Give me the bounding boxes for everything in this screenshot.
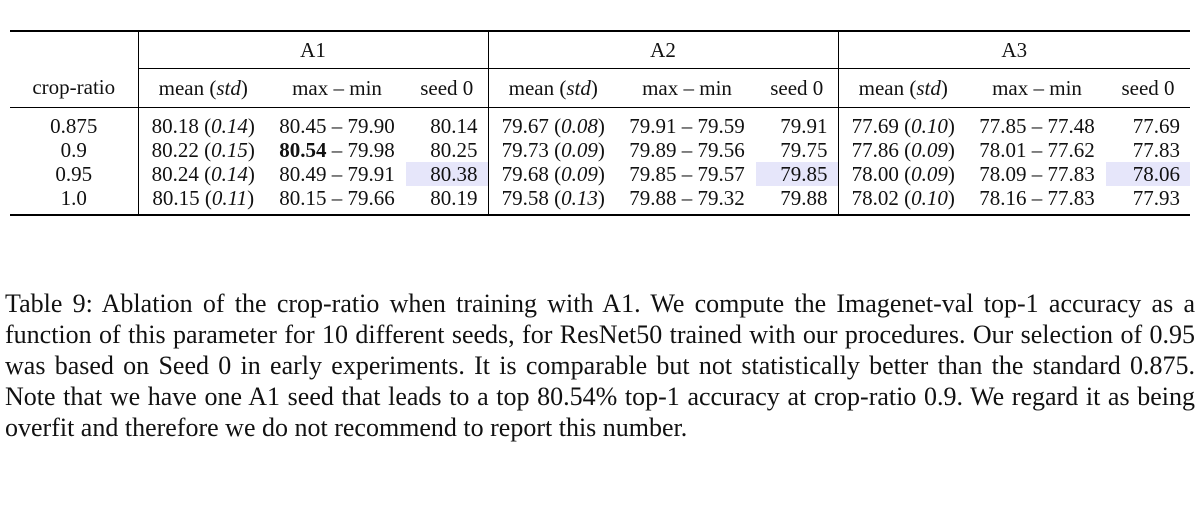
max-min-cell: 80.15 – 79.66	[268, 186, 406, 215]
min-value: 79.91	[347, 162, 395, 186]
std-value: 0.09	[911, 162, 948, 186]
mean-value: 80.22	[151, 138, 199, 162]
max-value: 78.09	[979, 162, 1027, 186]
min-value: 79.57	[697, 162, 745, 186]
std-value: 0.13	[561, 186, 598, 210]
max-value: 78.16	[979, 186, 1027, 210]
mean-value: 80.18	[151, 114, 199, 138]
seed0-cell: 80.38	[406, 162, 488, 186]
col-header-std-label: std	[216, 75, 241, 100]
col-header-seed0: seed 0	[756, 69, 838, 108]
col-header-mean-std: mean (std)	[488, 69, 618, 108]
col-header-mean-label: mean	[158, 75, 205, 100]
table-caption: Table 9: Ablation of the crop-ratio when training with A1. We compute the Imagenet-val top-1 accuracy as a function of this parameter for 10 different seeds, for ResNet50 trained with our procedures. Our selection of 0.95 was based on Seed 0 in early experiments. It is comparable but not statistically better than the standard 0.875. Note that we have one A1 seed that leads to a top 80.54% top-1 accuracy at crop-ratio 0.9. We regard it as being overfit and therefore we do not recommend to report this number.	[5, 289, 1195, 442]
max-value: 79.88	[629, 186, 677, 210]
max-min-cell: 78.09 – 77.83	[979, 162, 1095, 186]
seed0-cell: 77.93	[1106, 186, 1190, 215]
group-header-a1: A1	[138, 31, 488, 69]
mean-std-cell: 79.58 (0.13)	[488, 186, 618, 215]
std-value: 0.10	[911, 114, 948, 138]
crop-ratio-cell: 0.9	[10, 138, 138, 162]
col-header-seed0: seed 0	[406, 69, 488, 108]
mean-value: 80.15	[152, 186, 200, 210]
mean-value: 79.58	[501, 186, 549, 210]
seed0-cell: 78.06	[1106, 162, 1190, 186]
group-header-a3: A3	[838, 31, 1190, 69]
mean-value: 79.67	[501, 114, 549, 138]
seed0-cell: 80.14	[406, 108, 488, 139]
mean-std-cell: 78.02 (0.10)	[838, 186, 968, 215]
max-min-cell: 80.45 – 79.90	[279, 114, 395, 138]
min-value: 79.59	[697, 114, 745, 138]
seed0-cell: 80.25	[406, 138, 488, 162]
std-value: 0.09	[561, 138, 598, 162]
table-row	[10, 108, 1190, 139]
max-min-cell: 77.85 – 77.48	[979, 114, 1095, 138]
mean-std-cell: 80.24 (0.14)	[151, 162, 255, 186]
col-header-seed0: seed 0	[1106, 69, 1190, 108]
mean-std-cell: 80.15 (0.11)	[138, 186, 268, 215]
col-header-max-min: max – min	[618, 69, 756, 108]
max-min-cell: 79.89 – 79.56	[629, 138, 745, 162]
min-value: 79.90	[347, 114, 395, 138]
crop-ratio-cell: 0.875	[10, 108, 138, 139]
crop-ratio-cell: 1.0	[10, 186, 138, 215]
crop-ratio-ablation-table	[10, 30, 1190, 216]
max-value: 78.01	[979, 138, 1027, 162]
max-min-cell: 80.49 – 79.91	[279, 162, 395, 186]
mean-value: 79.68	[501, 162, 549, 186]
seed0-cell: 79.75	[756, 138, 838, 162]
max-value: 79.89	[629, 138, 677, 162]
max-min-cell: 78.16 – 77.83	[968, 186, 1106, 215]
seed0-cell: 79.85	[756, 162, 838, 186]
mean-std-cell: 77.69 (0.10)	[851, 114, 955, 138]
min-value: 79.98	[347, 138, 395, 162]
mean-std-cell: 80.18 (0.14)	[151, 114, 255, 138]
col-header-max-min: max – min	[268, 69, 406, 108]
mean-std-cell: 79.67 (0.08)	[501, 114, 605, 138]
max-min-cell: 79.91 – 79.59	[629, 114, 745, 138]
max-value: 80.15	[279, 186, 327, 210]
col-header-mean-label: mean	[508, 75, 555, 100]
min-value: 79.56	[697, 138, 745, 162]
col-header-std-label: std	[916, 75, 941, 100]
col-header-max-min: max – min	[968, 69, 1106, 108]
crop-ratio-cell: 0.95	[10, 162, 138, 186]
max-value: 79.91	[629, 114, 677, 138]
min-value: 79.66	[347, 186, 395, 210]
std-value: 0.14	[211, 162, 248, 186]
min-value: 77.48	[1047, 114, 1095, 138]
mean-value: 80.24	[151, 162, 199, 186]
group-header-row	[10, 31, 1190, 69]
corner-cell	[10, 31, 138, 69]
column-header-row	[10, 69, 1190, 108]
col-header-mean-label: mean	[858, 75, 905, 100]
mean-std-cell: 77.86 (0.09)	[851, 138, 955, 162]
row-header-crop-ratio: crop-ratio	[10, 69, 138, 108]
mean-value: 78.02	[851, 186, 899, 210]
std-value: 0.09	[911, 138, 948, 162]
col-header-mean-std: mean (std)	[838, 69, 968, 108]
col-header-mean-std: mean (std)	[138, 69, 268, 108]
min-value: 77.83	[1047, 186, 1095, 210]
max-value: 80.49	[279, 162, 327, 186]
std-value: 0.10	[911, 186, 948, 210]
table-row	[10, 138, 1190, 162]
mean-std-cell: 78.00 (0.09)	[851, 162, 955, 186]
max-min-cell: 78.01 – 77.62	[979, 138, 1095, 162]
results-table-container	[10, 30, 1190, 216]
max-value: 80.45	[279, 114, 327, 138]
group-header-a2: A2	[488, 31, 838, 69]
mean-value: 77.86	[851, 138, 899, 162]
max-value: 79.85	[629, 162, 677, 186]
max-value: 80.54	[279, 138, 327, 162]
mean-std-cell: 79.73 (0.09)	[501, 138, 605, 162]
col-header-std-label: std	[566, 75, 591, 100]
seed0-cell: 77.83	[1132, 138, 1181, 162]
max-min-cell: 80.54 – 79.98	[279, 138, 395, 162]
std-value: 0.14	[211, 114, 248, 138]
seed0-cell: 77.69	[1132, 114, 1181, 138]
min-value: 77.83	[1047, 162, 1095, 186]
std-value: 0.11	[211, 186, 248, 210]
seed0-cell: 79.91	[756, 108, 838, 139]
max-min-cell: 79.85 – 79.57	[629, 162, 745, 186]
std-value: 0.15	[211, 138, 248, 162]
mean-value: 77.69	[851, 114, 899, 138]
mean-value: 79.73	[501, 138, 549, 162]
mean-std-cell: 79.68 (0.09)	[501, 162, 605, 186]
table-row	[10, 186, 1190, 215]
seed0-cell: 80.19	[406, 186, 488, 215]
max-value: 77.85	[979, 114, 1027, 138]
max-min-cell: 79.88 – 79.32	[618, 186, 756, 215]
std-value: 0.08	[561, 114, 598, 138]
seed0-cell: 79.88	[756, 186, 838, 215]
min-value: 77.62	[1047, 138, 1095, 162]
std-value: 0.09	[561, 162, 598, 186]
min-value: 79.32	[697, 186, 745, 210]
mean-std-cell: 80.22 (0.15)	[151, 138, 255, 162]
table-row	[10, 162, 1190, 186]
mean-value: 78.00	[851, 162, 899, 186]
